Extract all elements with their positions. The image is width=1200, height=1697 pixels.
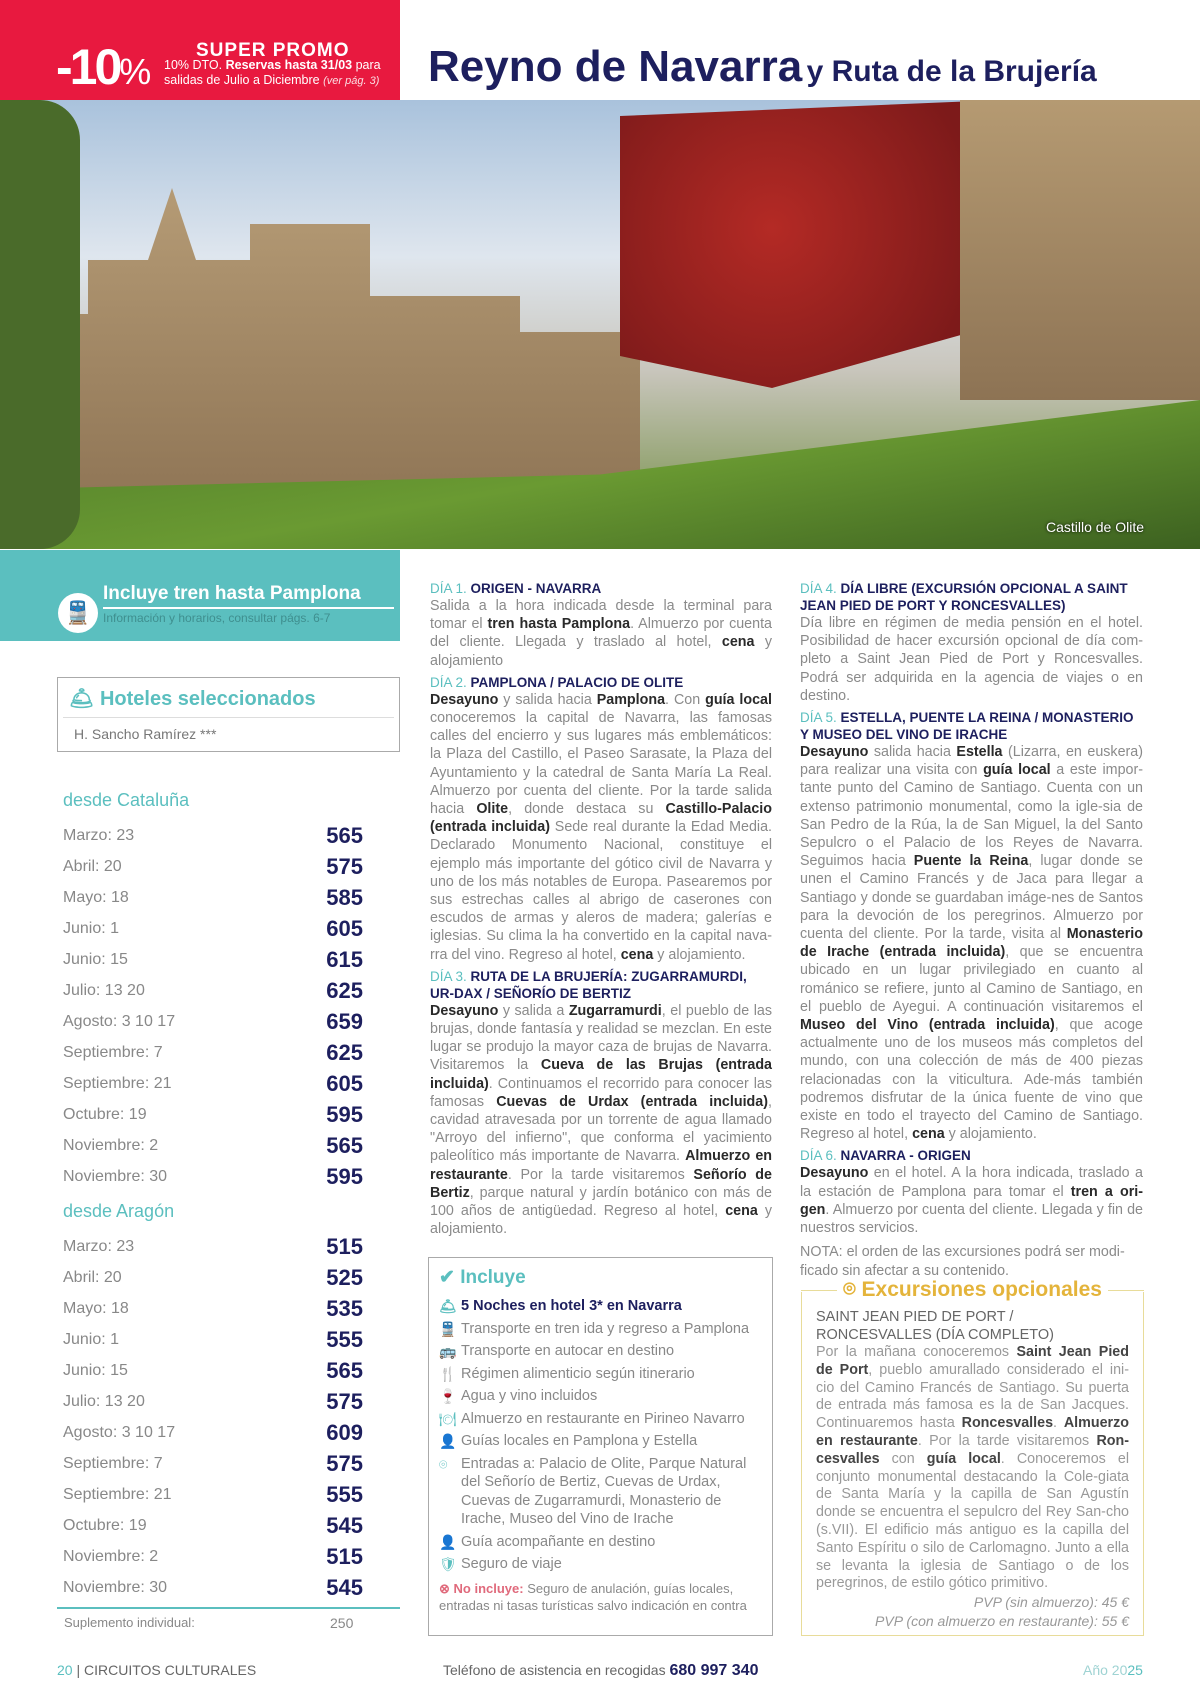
price: 545 (326, 1574, 363, 1600)
bold-text: tren a ori-gen (800, 1183, 1143, 1218)
text: , que se encuentra ubicado en un lugar privilegiado en cuanto al románico se refiere, junto al Camino de Santiago, en el pueblo de Ayegui. A continuación visitaremos el (800, 944, 1143, 1015)
day-title: ESTELLA, PUENTE LA REINA / MONASTERIO Y MUSEO DEL VINO DE IRACHE (800, 710, 1134, 743)
price-row (63, 1324, 363, 1355)
departure-date: Julio: 13 20 (63, 981, 145, 999)
text: y alojamiento. (430, 1203, 773, 1238)
price-group-header: desde Cataluña (63, 790, 190, 810)
text: , el pueblo de las brujas, donde fantasía y realidad se mezclan. En este lugar se produjo la mayor caza de brujas de Navarra. Visitaremos la (430, 1002, 772, 1074)
hotel-name: H. Sancho Ramírez *** (74, 726, 217, 742)
text: y salida a (498, 1002, 569, 1019)
promo-percent: % (119, 51, 152, 92)
price: 625 (326, 977, 363, 1003)
bold-text: Olite (476, 801, 509, 818)
text: , cavidad atravesada por un torrente de agua llamado "Arroyo del infierno", que conforma el yacimiento paleolítico más importante de Navarra. (430, 1093, 772, 1165)
bold-text: Pamplona (596, 691, 666, 708)
price: 575 (326, 853, 363, 879)
include-text: Régimen alimenticio según itinerario (461, 1365, 695, 1382)
not-included-text: Seguro de anulación, guías locales, entradas ni tasas turísticas salvo indicación en contra (439, 1580, 747, 1613)
bold-text: cena (721, 634, 755, 651)
price: 659 (326, 1008, 363, 1034)
departure-date: Septiembre: 7 (63, 1454, 163, 1472)
text: a este impor-tante punto del Camino de Santiago. Cuenta con un extenso patrimonio monumental, como la igle-sia de San Pedro de la Rúa, la de San Miguel, la del Santo Sepulcro o el Palacio de los Reyes de Navarra. Seguimos hacia (800, 762, 1143, 870)
footer-year (1083, 1662, 1143, 1678)
day-title: PAMPLONA / PALACIO DE OLITE (470, 674, 684, 690)
price-row (63, 1355, 363, 1386)
train-title: Incluye tren hasta Pamplona (103, 583, 394, 609)
price-group (63, 1201, 363, 1603)
bold-text: Cuevas de Urdax (entrada incluida) (496, 1093, 769, 1110)
bold-text: cena (725, 1203, 758, 1220)
price-row (63, 944, 363, 975)
day-heading (430, 968, 772, 1002)
bold-text: Señorío de Bertiz (430, 1166, 772, 1201)
bold-text: Puente la Reina (913, 853, 1029, 870)
promo-deadline: Reservas hasta 31/03 (225, 58, 353, 72)
price-group-header: desde Aragón (63, 1201, 175, 1221)
departure-date: Junio: 1 (63, 1330, 120, 1348)
day-heading (430, 580, 772, 597)
day-heading (800, 709, 1143, 743)
departure-date: Noviembre: 30 (63, 1578, 168, 1596)
text: con (879, 1450, 927, 1467)
day-number: DÍA 4. (800, 581, 837, 596)
text: y salida hacia (498, 691, 597, 708)
train-icon: 🚆 (58, 593, 98, 633)
text: . Con (665, 691, 706, 708)
bold-text: Zugarramurdi (568, 1002, 662, 1019)
include-item (439, 1533, 762, 1552)
price-row (63, 1293, 363, 1324)
day-number: DÍA 3. (430, 968, 467, 984)
price: 615 (326, 946, 363, 972)
includes-title: Incluye (460, 1267, 526, 1288)
price: 515 (326, 1233, 363, 1259)
day-heading (800, 580, 1143, 614)
price-row (63, 1068, 363, 1099)
price: 605 (326, 915, 363, 941)
excursions-box (801, 1292, 1144, 1636)
promo-text: salidas de Julio a Diciembre (164, 73, 320, 87)
day-title: RUTA DE LA BRUJERÍA: ZUGARRAMURDI, UR-DAX / SEÑORÍO DE BERTIZ (430, 968, 747, 1001)
departure-date: Agosto: 3 10 17 (63, 1012, 176, 1030)
page-title (428, 42, 1097, 92)
text: . Conoceremos el conjunto monumental destacando la Cole-giata de Santa María y la capilla de San Agustín donde se encuentra el sepulcro del Rey San-cho (s.VII). El edificio más antiguo es la capilla del Santo Espíritu o silo de Carlomagno. Junto a ella se levanta la iglesia de Santiago o de los peregrinos, de estilo gótico primitivo. (816, 1450, 1129, 1592)
text: y alojamiento (430, 634, 772, 669)
include-text: Entradas a: Palacio de Olite, Parque Natural del Señorío de Bertiz, Cuevas de Urdax, Cuevas de Zugarramurdi, Monasterio de Irache, Museo del Vino de Irache (461, 1455, 747, 1527)
promo-ref: (ver pág. 3) (323, 75, 380, 87)
bold-text: Desayuno (430, 691, 499, 708)
text: . Continuamos el recorrido para conocer las famosas (430, 1075, 772, 1110)
include-text: Guías locales en Pamplona y Estella (461, 1433, 698, 1449)
day-number: DÍA 2. (430, 674, 467, 690)
x-circle-icon: ⊗ (439, 1580, 450, 1596)
price-row (63, 820, 363, 851)
price-row (63, 1541, 363, 1572)
bold-text: guía local (983, 762, 1051, 779)
bold-text: guía local (926, 1450, 1001, 1467)
price: 609 (326, 1419, 363, 1445)
price: 575 (326, 1450, 363, 1476)
text: Día libre en régimen de media pensión en el hotel. Posibilidad de hacer excursión opcional de día com-pleto a Saint Jean Pied de Port y Roncesvalles. Podrá ser adquirida en la agencia de viajes o en destino. (800, 615, 1143, 704)
departure-date: Mayo: 18 (63, 1299, 129, 1317)
promo-discount (56, 38, 151, 96)
price-row (63, 1510, 363, 1541)
price-row (63, 1386, 363, 1417)
price-row (63, 1448, 363, 1479)
section-name: CIRCUITOS CULTURALES (84, 1662, 257, 1678)
day-title: NAVARRA - ORIGEN (840, 1148, 971, 1164)
text: , que acoge actualmente uno de los museos más completos del mundo, con una colección de más de 400 piezas relacionadas con la viticultura. Ade-más también podremos disfrutar de la única fuente de vino que existe en todo el trayecto del Camino de Santiago. Regreso al hotel, (800, 1017, 1143, 1143)
bold-text: Saint Jean Pied de Port (816, 1344, 1129, 1378)
includes-heading (439, 1266, 762, 1289)
price: 595 (326, 1163, 363, 1189)
separator: | (76, 1662, 81, 1678)
year-suffix: 25 (1127, 1662, 1143, 1678)
include-item (439, 1455, 762, 1529)
price: 525 (326, 1264, 363, 1290)
bold-text: Cueva de las Brujas (entrada incluida) (430, 1057, 773, 1092)
day-text (800, 1164, 1143, 1237)
price: 565 (326, 822, 363, 848)
train-icon: 🚆 (439, 1320, 457, 1337)
hotels-heading (63, 684, 394, 718)
bell-icon: 🛎 (439, 1298, 457, 1314)
guide-icon: 👤 (439, 1433, 457, 1449)
promo-line-2 (164, 73, 379, 87)
departure-date: Abril: 20 (63, 857, 122, 875)
price-row (63, 1417, 363, 1448)
price: 575 (326, 1388, 363, 1414)
text: , donde destaca su (508, 801, 666, 818)
include-item (439, 1342, 762, 1361)
day-title: DÍA LIBRE (EXCURSIÓN OPCIONAL A SAINT JEAN PIED DE PORT Y RONCESVALLES) (800, 581, 1128, 613)
departure-date: Junio: 15 (63, 950, 128, 968)
price: 555 (326, 1326, 363, 1352)
text: . Almuerzo por cuenta del cliente. Llegada y traslado al hotel, (430, 616, 772, 651)
include-item (439, 1555, 762, 1574)
departure-date: Noviembre: 30 (63, 1167, 168, 1185)
text: Salida a la hora indicada desde la terminal para tomar el (430, 598, 772, 633)
departure-date: Marzo: 23 (63, 826, 135, 844)
check-icon: ✔ (439, 1267, 455, 1288)
price: 565 (326, 1357, 363, 1383)
price-row (63, 1099, 363, 1130)
price-row (63, 1231, 363, 1262)
divider (57, 1607, 400, 1609)
text: . Almuerzo por cuenta del cliente. Llegada y fin de nuestros servicios. (800, 1201, 1143, 1237)
text: Por la mañana conoceremos (816, 1344, 1017, 1360)
text: y alojamiento. (653, 946, 746, 963)
day-title: ORIGEN - NAVARRA (470, 581, 602, 596)
excursion-price-1: PVP (sin almuerzo): 45 € (973, 1594, 1129, 1611)
bold-text: guía local (705, 691, 772, 708)
castle-photo (0, 100, 1200, 549)
tower-shape (960, 100, 1200, 400)
departure-date: Junio: 1 (63, 919, 120, 937)
text: , pueblo amurallado considerado el ini-cio del Camino Francés de Santiago. Su puerta de entrada más famosa es la de San Jacques. Continuaremos hasta (816, 1361, 1129, 1432)
departure-date: Abril: 20 (63, 1268, 122, 1286)
not-included-label: No incluye: (453, 1580, 524, 1596)
price-row (63, 1130, 363, 1161)
price: 585 (326, 884, 363, 910)
text: . Por la tarde visitaremos (917, 1432, 1097, 1449)
text: (Lizarra, en euskera) para realizar una visita con (800, 744, 1143, 779)
shield-icon: 🛡 (439, 1556, 457, 1572)
bold-text: Estella (956, 744, 1003, 761)
include-text: Agua y vino incluidos (461, 1388, 598, 1404)
bold-text: cena (912, 1126, 945, 1143)
bold-text: Roncesvalles (961, 1415, 1054, 1432)
excursion-description (816, 1344, 1129, 1593)
price-row (63, 975, 363, 1006)
include-item (439, 1365, 762, 1384)
bold-text: Desayuno (430, 1002, 499, 1019)
train-subtitle: Información y horarios, consultar págs. 6-7 (103, 611, 331, 625)
itinerary-column-1 (430, 576, 772, 1239)
day-text (800, 743, 1143, 1143)
day-heading (430, 674, 772, 691)
note: NOTA: el orden de las excursiones podrá ser modi-ficado sin afectar a su contenido. (800, 1244, 1125, 1279)
bus-icon: 🚌 (439, 1343, 457, 1359)
price-row (63, 1262, 363, 1293)
bold-text: Monasterio de Irache (entrada incluida) (800, 926, 1143, 961)
promo-line-1 (164, 58, 381, 72)
text: , lugar donde se unen el Camino Francés y de Jaca para llegar a Santiago y donde se guardaban imáge-nes de Santos para la devoción de los peregrinos. Almuerzo por cuenta del cliente. Por la tarde, visita al (800, 853, 1143, 943)
day-text (800, 614, 1143, 705)
include-item (439, 1320, 762, 1339)
include-item (439, 1410, 762, 1429)
price: 515 (326, 1543, 363, 1569)
price: 605 (326, 1070, 363, 1096)
bold-text: Castillo-Palacio (entrada incluida) (430, 801, 772, 836)
day-number: DÍA 5. (800, 710, 837, 726)
price-row (63, 1479, 363, 1510)
text: salida hacia (868, 744, 957, 761)
guide-flag-icon: 👤 (439, 1533, 457, 1550)
day-heading (800, 1147, 1143, 1164)
text: conoceremos la capital de Navarra, las famosas calles del encierro y sus lugares más emblemáticos: la Plaza del Castillo, el Paseo Sarasate, la Plaza del Ayuntamiento y la catedral de Santa María La Real. Almuerzo por cuenta del cliente. Por la tarde salida hacia (430, 710, 772, 818)
include-text: Seguro de viaje (461, 1556, 562, 1572)
wine-glass-icon: 🍷 (439, 1388, 457, 1404)
price-row (63, 1037, 363, 1068)
location-pin-icon: ⌾ (439, 1455, 448, 1472)
departure-date: Septiembre: 21 (63, 1074, 172, 1092)
price: 625 (326, 1039, 363, 1065)
title-main: Reyno de Navarra (428, 42, 803, 91)
not-included (439, 1580, 762, 1614)
departure-date: Septiembre: 21 (63, 1485, 172, 1503)
bold-text: Museo del Vino (entrada incluida) (800, 1017, 1055, 1034)
bell-icon: 🛎 (69, 688, 95, 710)
departure-date: Marzo: 23 (63, 1237, 135, 1255)
price-row (63, 882, 363, 913)
itinerary-column-2 (800, 576, 1143, 1280)
include-item (439, 1297, 762, 1316)
promo-discount-value: -10 (56, 39, 120, 95)
bold-text: Almuerzo en restaurante (816, 1415, 1129, 1449)
excursion-title: SAINT JEAN PIED DE PORT / RONCESVALLES (DÍA COMPLETO) (816, 1309, 1054, 1343)
includes-box (428, 1257, 773, 1636)
day-number: DÍA 1. (430, 581, 467, 596)
supplement-value: 250 (330, 1615, 354, 1631)
supplement-label: Suplemento individual: (64, 1615, 195, 1630)
phone-number: 680 997 340 (669, 1662, 759, 1679)
price: 565 (326, 1132, 363, 1158)
include-item (439, 1432, 762, 1451)
promo-label: SUPER PROMO (196, 40, 350, 61)
departure-date: Octubre: 19 (63, 1516, 147, 1534)
bold-text: Ron-cesvalles (816, 1432, 1130, 1467)
phone-label: Teléfono de asistencia en recogidas (443, 1662, 666, 1678)
bold-text: Almuerzo en restaurante (430, 1148, 773, 1183)
price-row (63, 1572, 363, 1603)
departure-date: Julio: 13 20 (63, 1392, 145, 1410)
departure-date: Agosto: 3 10 17 (63, 1423, 176, 1441)
price: 545 (326, 1512, 363, 1538)
text: . Por la tarde visitaremos (507, 1166, 694, 1183)
hotels-title: Hoteles seleccionados (99, 688, 316, 710)
footer-left (57, 1662, 256, 1678)
promo-text: 10% DTO. (164, 58, 223, 72)
departure-date: Noviembre: 2 (63, 1547, 159, 1565)
price-row (63, 1161, 363, 1192)
ivy-wall (620, 100, 1000, 420)
bold-text: tren hasta Pamplona (487, 616, 631, 633)
bold-text: Desayuno (800, 1165, 869, 1182)
photo-caption: Castillo de Olite (1045, 519, 1144, 535)
title-sub: y Ruta de la Brujería (806, 55, 1097, 88)
text: , parque natural y jardín botánico con más de 100 años de antigüedad. Regreso al hotel, (430, 1184, 772, 1220)
text: Sede real durante la Edad Media. Declarado Monumento Nacional, constituye el ejemplo más importante del gótico civil de Navarra y uno de los más notables de Europa. Pasearemos por sus estrechas calles al abrigo de caserones con escudos de armas y aleros de madera; galerías e iglesias. Su clima la ha convertido en la capital nava-rra del vino. Regreso al hotel, (430, 819, 772, 963)
footer-phone (443, 1662, 758, 1680)
include-item (439, 1387, 762, 1406)
include-text: Guía acompañante en destino (461, 1533, 656, 1550)
location-pin-icon: ⌾ (843, 1278, 856, 1301)
departure-date: Septiembre: 7 (63, 1043, 163, 1061)
include-text: Transporte en autocar en destino (461, 1343, 675, 1359)
text: y alojamiento. (944, 1126, 1037, 1143)
hotels-box (57, 677, 400, 752)
include-text: Almuerzo en restaurante en Pirineo Navarro (461, 1410, 745, 1427)
price-row (63, 851, 363, 882)
price-row (63, 1006, 363, 1037)
cutlery-icon: 🍴 (439, 1365, 457, 1382)
price-row (63, 913, 363, 944)
price: 595 (326, 1101, 363, 1127)
text: en el hotel. A la hora indicada, traslado a la estación de Pamplona para tomar el (800, 1165, 1143, 1200)
day-number: DÍA 6. (800, 1148, 837, 1164)
price: 555 (326, 1481, 363, 1507)
bold-text: cena (620, 946, 654, 963)
departure-date: Junio: 15 (63, 1361, 128, 1379)
tree (0, 100, 80, 549)
departure-date: Mayo: 18 (63, 888, 129, 906)
promo-text: para (355, 58, 381, 72)
include-text: 5 Noches en hotel 3* en Navarra (461, 1298, 682, 1314)
price: 535 (326, 1295, 363, 1321)
plate-icon: 🍽 (439, 1410, 457, 1427)
page-number: 20 (57, 1662, 73, 1678)
bold-text: Desayuno (800, 744, 869, 761)
text: . (1053, 1415, 1064, 1432)
excursions-title: Excursiones opcionales (861, 1278, 1102, 1301)
excursion-price-2: PVP (con almuerzo en restaurante): 55 € (875, 1613, 1129, 1630)
day-text (430, 597, 772, 670)
day-text (430, 691, 772, 964)
train-banner (0, 550, 400, 641)
super-promo-banner (0, 0, 400, 100)
departure-date: Noviembre: 2 (63, 1136, 159, 1154)
year-prefix: Año 20 (1083, 1662, 1128, 1678)
include-text: Transporte en tren ida y regreso a Pamplona (461, 1320, 750, 1337)
price-group (63, 790, 363, 1192)
day-text (430, 1002, 772, 1239)
departure-date: Octubre: 19 (63, 1105, 147, 1123)
